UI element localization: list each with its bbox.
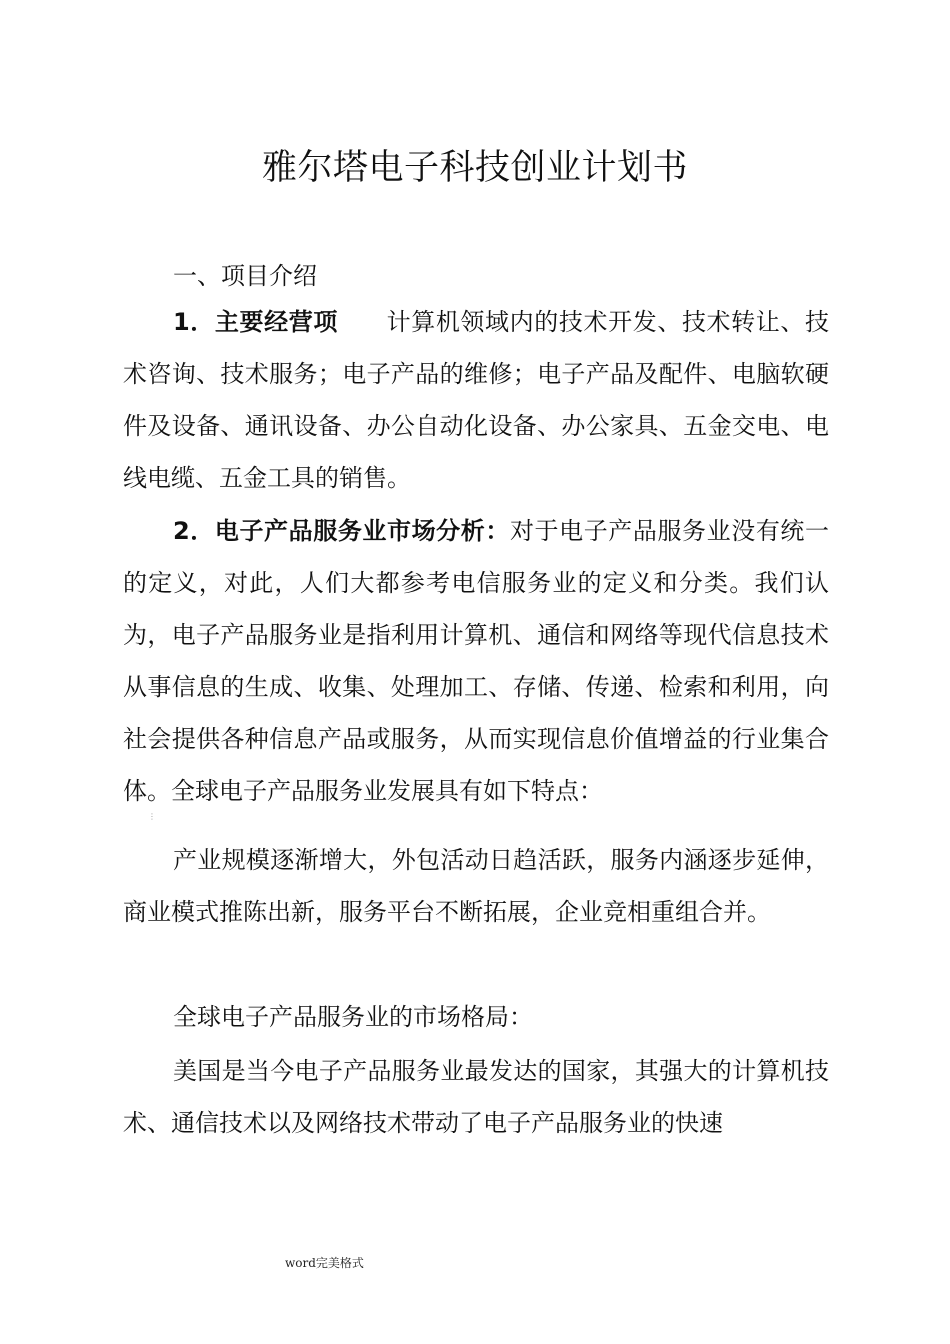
page-footer: word完美格式 [285,1256,364,1270]
formatting-mark: ⋮ [148,812,156,821]
item1-label: 1．主要经营项 [173,308,338,336]
section-heading: 一、项目介绍 [173,262,317,290]
paragraph-features: 产业规模逐渐增大，外包活动日趋活跃，服务内涵逐步延伸，商业模式推陈出新，服务平台不断拓展，企业竞相重组合并。 [123,846,829,926]
paragraph-market-pattern-heading: 全球电子产品服务业的市场格局： [173,1003,533,1031]
paragraph-market-analysis [123,505,829,817]
paragraph-business-scope [123,296,829,504]
paragraph-usa: 美国是当今电子产品服务业最发达的国家，其强大的计算机技术、通信技术以及网络技术带动了电子产品服务业的快速 [123,1057,829,1137]
document-title: 雅尔塔电子科技创业计划书 [261,148,688,188]
item2-text: 对于电子产品服务业没有统一的定义，对此，人们大都参考电信服务业的定义和分类。我们认为，电子产品服务业是指利用计算机、通信和网络等现代信息技术从事信息的生成、收集、处理加工、存储、传递、检索和利用，向社会提供各种信息产品或服务，从而实现信息价值增益的行业集合体。全球电子产品服务业发展具有如下特点： [123,517,829,805]
item2-label: 2．电子产品服务业市场分析： [173,517,510,545]
item1-text: 计算机领域内的技术开发、技术转让、技术咨询、技术服务；电子产品的维修；电子产品及配件、电脑软硬件及设备、通讯设备、办公自动化设备、办公家具、五金交电、电线电缆、五金工具的销售。 [123,308,829,492]
